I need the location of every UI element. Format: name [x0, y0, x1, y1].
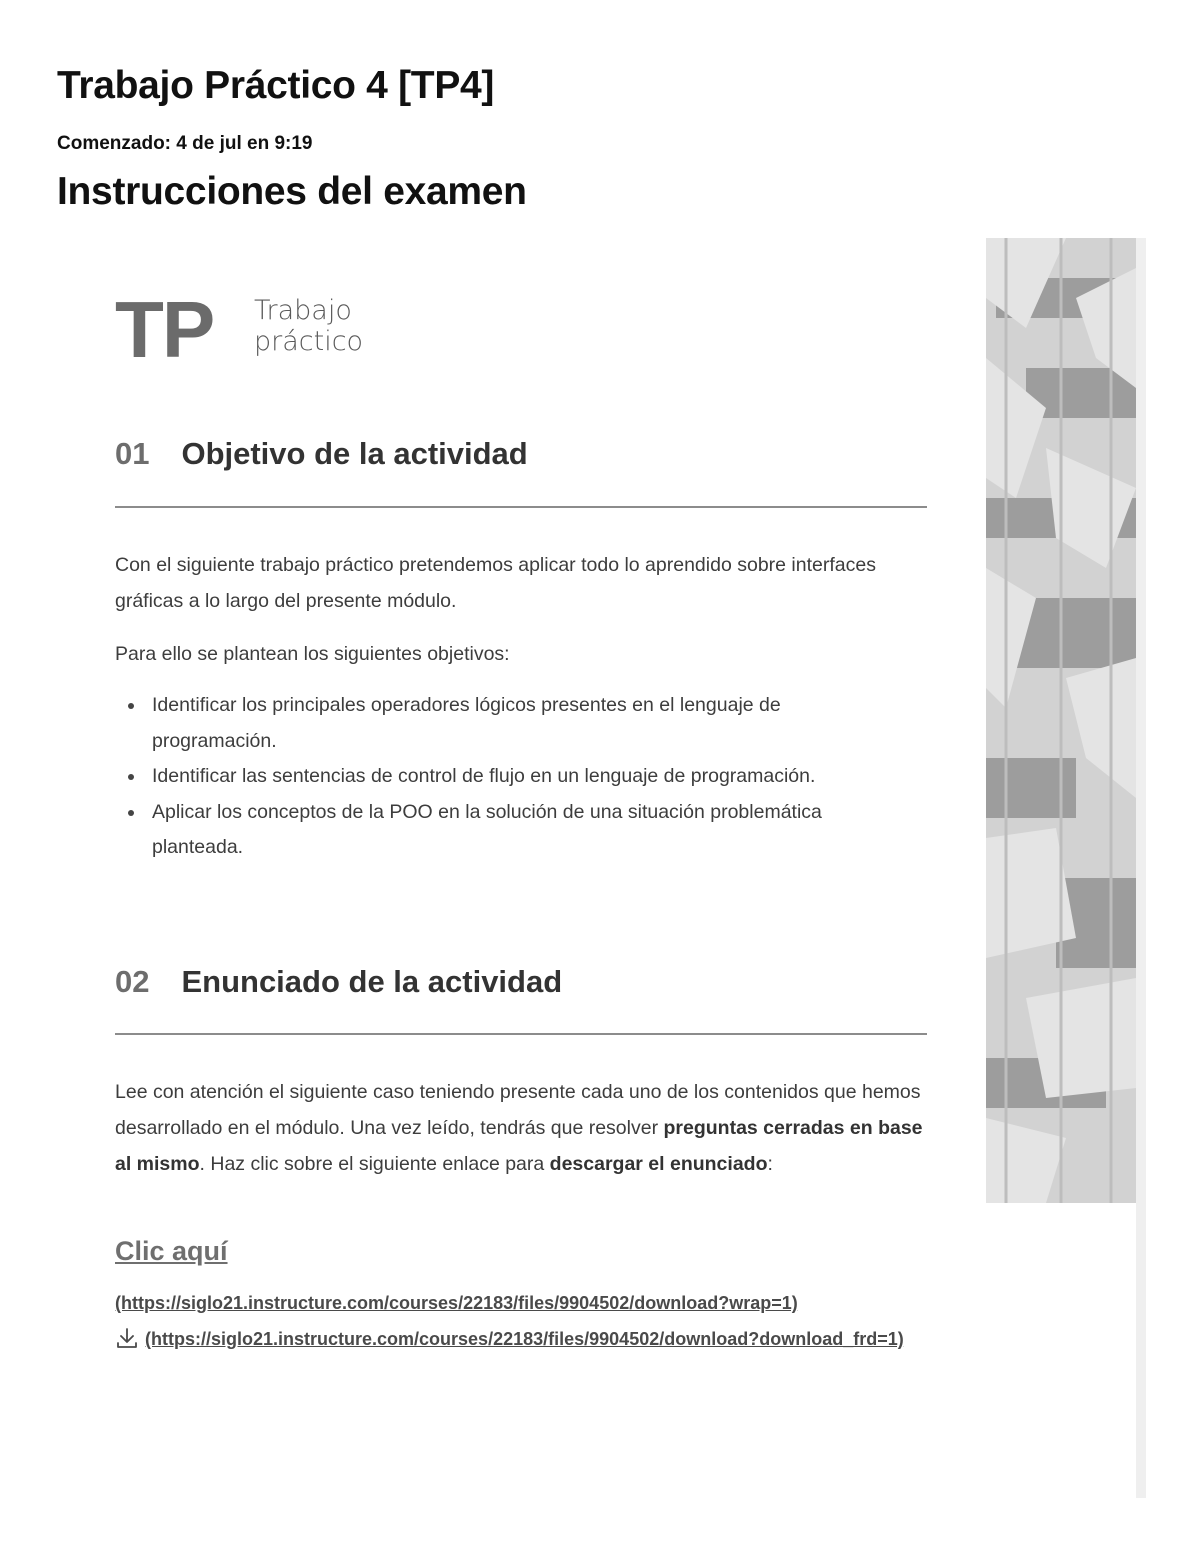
decorative-side-image	[986, 238, 1136, 1203]
section-1-divider	[115, 506, 927, 508]
clic-aqui-link[interactable]: Clic aquí	[115, 1236, 228, 1266]
download-icon[interactable]	[115, 1325, 139, 1361]
section-2-bold-2: descargar el enunciado	[549, 1153, 768, 1175]
section-2-bold-1: preguntas cerradas en base al mismo	[115, 1117, 923, 1175]
section-2-paragraph	[115, 1074, 927, 1182]
download-file-link[interactable]: (https://siglo21.instructure.com/courses/22183/files/9904502/download?download_frd=1)	[145, 1329, 904, 1349]
section-2-text-1: Lee con atención el siguiente caso teniendo presente cada uno de los contenidos que hemos desarrollado en el módulo. Una vez leído, tendrás que resolver	[115, 1081, 921, 1139]
section-1-title: Objetivo de la actividad	[181, 436, 528, 471]
view-file-link[interactable]: (https://siglo21.instructure.com/courses/22183/files/9904502/download?wrap=1)	[115, 1293, 798, 1313]
section-2-divider	[115, 1033, 927, 1035]
section-2-text-2: . Haz clic sobre el siguiente enlace para	[199, 1153, 550, 1175]
section-1-heading	[115, 436, 927, 472]
tp-logo-word-1: Trabajo	[254, 295, 352, 326]
right-scrollbar-track	[1136, 238, 1146, 1498]
section-2-number: 02	[115, 964, 150, 999]
link-urls	[115, 1285, 935, 1361]
section-2-title: Enunciado de la actividad	[181, 964, 563, 999]
section-2-heading	[115, 964, 927, 1000]
tp-logo-letters: TP	[115, 285, 214, 374]
tp-logo-word-2: práctico	[254, 326, 364, 357]
objective-item: Identificar las sentencias de control de flujo en un lenguaje de programación.	[115, 759, 905, 795]
instructions-heading: Instrucciones del examen	[57, 170, 527, 213]
objective-item: Aplicar los conceptos de la POO en la solución de una situación problemática planteada.	[115, 795, 905, 866]
started-timestamp: Comenzado: 4 de jul en 9:19	[57, 133, 313, 154]
section-1-intro: Con el siguiente trabajo práctico pretendemos aplicar todo lo aprendido sobre interfaces gráficas a lo largo del presente módulo.	[115, 554, 876, 612]
tp-logo-words	[254, 295, 363, 357]
section-2-text-3: :	[767, 1153, 773, 1175]
objective-item: Identificar los principales operadores lógicos presentes en el lenguaje de programación.	[115, 688, 905, 759]
page-title: Trabajo Práctico 4 [TP4]	[57, 64, 495, 107]
section-1-number: 01	[115, 436, 150, 471]
section-1-lead: Para ello se plantean los siguientes objetivos:	[115, 643, 510, 665]
objectives-list	[115, 688, 905, 866]
